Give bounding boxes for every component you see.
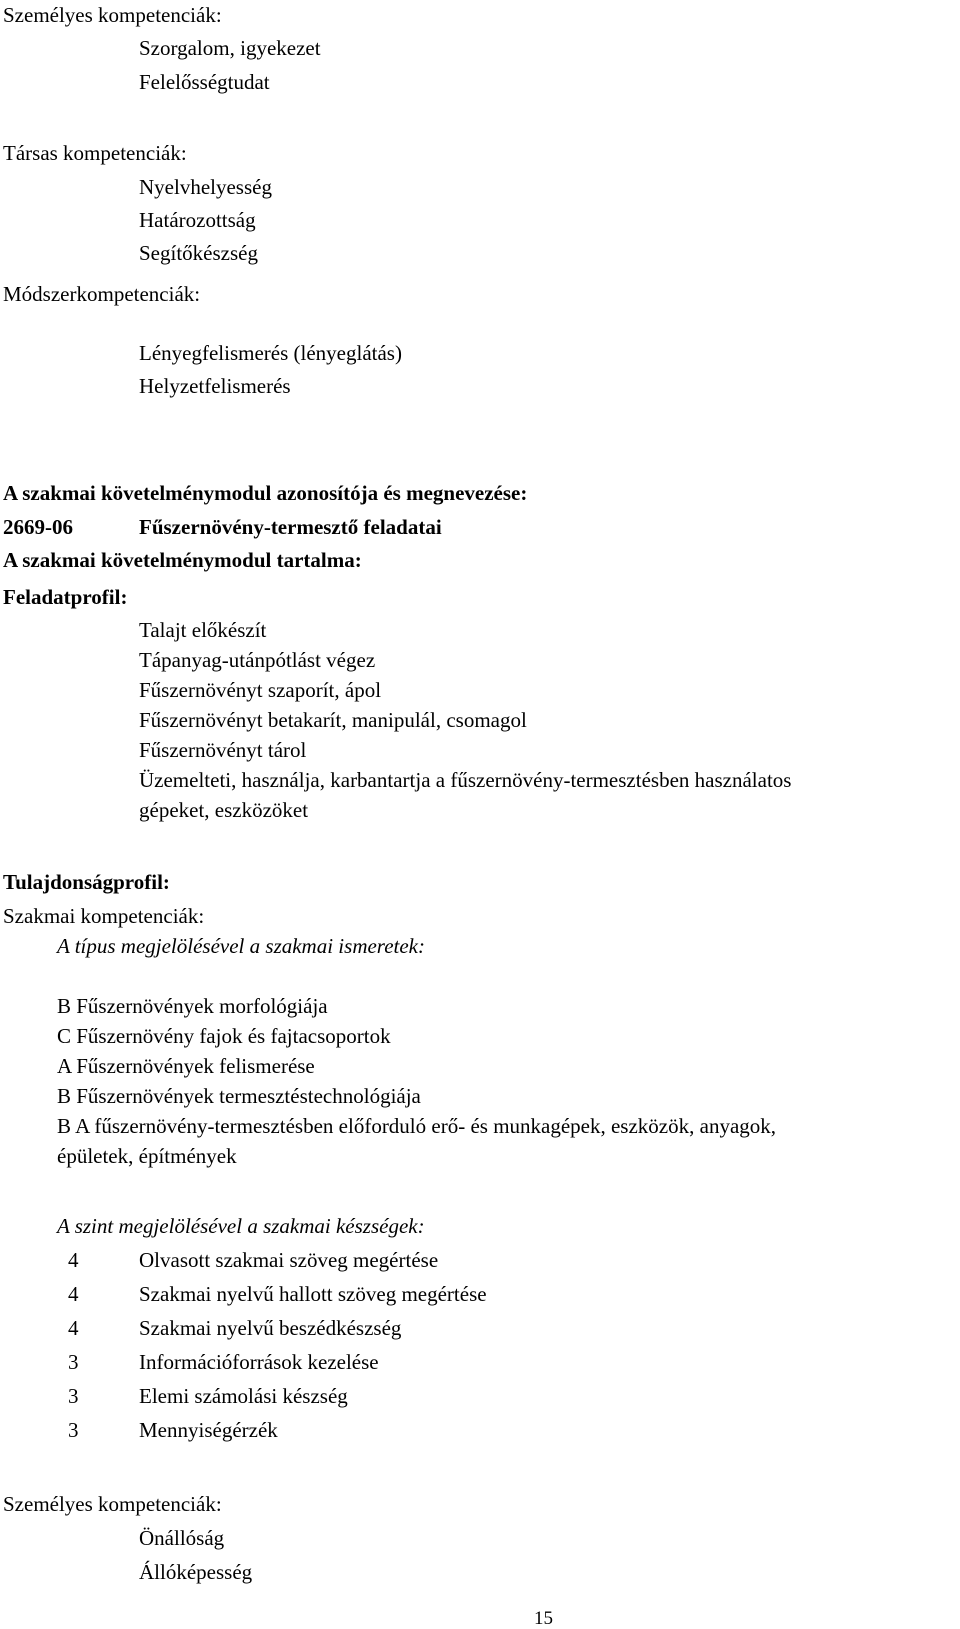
skill-level: 3 xyxy=(68,1384,79,1408)
module-code: 2669-06 xyxy=(3,515,73,539)
task-item: Talajt előkészít xyxy=(139,618,267,642)
task-item: Fűszernövényt tárol xyxy=(139,738,307,762)
social-competencies-heading: Társas kompetenciák: xyxy=(3,141,187,165)
list-item: Önállóság xyxy=(139,1526,225,1550)
module-content-heading: A szakmai követelménymodul tartalma: xyxy=(3,548,362,572)
knowledge-heading: A típus megjelölésével a szakmai ismeretek: xyxy=(57,934,425,958)
knowledge-item: épületek, építmények xyxy=(57,1144,237,1168)
task-item: Fűszernövényt szaporít, ápol xyxy=(139,678,382,702)
knowledge-item: A Fűszernövények felismerése xyxy=(57,1054,315,1078)
skill-name: Elemi számolási készség xyxy=(139,1384,348,1408)
page-number: 15 xyxy=(534,1608,553,1629)
skill-name: Szakmai nyelvű beszédkészség xyxy=(139,1316,402,1340)
method-competencies-heading: Módszerkompetenciák: xyxy=(3,282,201,306)
list-item: Lényegfelismerés (lényeglátás) xyxy=(139,341,402,365)
knowledge-item: B Fűszernövények termesztéstechnológiája xyxy=(57,1084,421,1108)
list-item: Szorgalom, igyekezet xyxy=(139,36,321,60)
list-item: Helyzetfelismerés xyxy=(139,374,291,398)
skill-name: Mennyiségérzék xyxy=(139,1418,278,1442)
task-profile-heading: Feladatprofil: xyxy=(3,585,128,609)
task-item: Fűszernövényt betakarít, manipulál, csomagol xyxy=(139,708,527,732)
skill-name: Olvasott szakmai szöveg megértése xyxy=(139,1248,439,1272)
module-id-heading: A szakmai követelménymodul azonosítója és megnevezése: xyxy=(3,481,528,505)
skill-name: Szakmai nyelvű hallott szöveg megértése xyxy=(139,1282,487,1306)
list-item: Határozottság xyxy=(139,208,256,232)
list-item: Nyelvhelyesség xyxy=(139,175,272,199)
list-item: Segítőkészség xyxy=(139,241,258,265)
skills-heading: A szint megjelölésével a szakmai készségek: xyxy=(57,1214,425,1238)
list-item: Felelősségtudat xyxy=(139,70,270,94)
task-item: Üzemelteti, használja, karbantartja a fűszernövény-termesztésben használatos xyxy=(139,768,792,792)
skill-level: 3 xyxy=(68,1350,79,1374)
property-profile-heading: Tulajdonságprofil: xyxy=(3,870,170,894)
module-name: Fűszernövény-termesztő feladatai xyxy=(139,515,442,539)
knowledge-item: B Fűszernövények morfológiája xyxy=(57,994,328,1018)
list-item: Állóképesség xyxy=(139,1560,253,1584)
skill-level: 4 xyxy=(68,1282,79,1306)
skill-level: 4 xyxy=(68,1316,79,1340)
task-item: gépeket, eszközöket xyxy=(139,798,309,822)
personal-competencies-heading: Személyes kompetenciák: xyxy=(3,1492,222,1516)
skill-level: 3 xyxy=(68,1418,79,1442)
skill-level: 4 xyxy=(68,1248,79,1272)
professional-competencies-heading: Szakmai kompetenciák: xyxy=(3,904,205,928)
personal-competencies-heading: Személyes kompetenciák: xyxy=(3,3,222,27)
knowledge-item: B A fűszernövény-termesztésben előforduló erő- és munkagépek, eszközök, anyagok, xyxy=(57,1114,777,1138)
knowledge-item: C Fűszernövény fajok és fajtacsoportok xyxy=(57,1024,391,1048)
skill-name: Információforrások kezelése xyxy=(139,1350,379,1374)
task-item: Tápanyag-utánpótlást végez xyxy=(139,648,376,672)
